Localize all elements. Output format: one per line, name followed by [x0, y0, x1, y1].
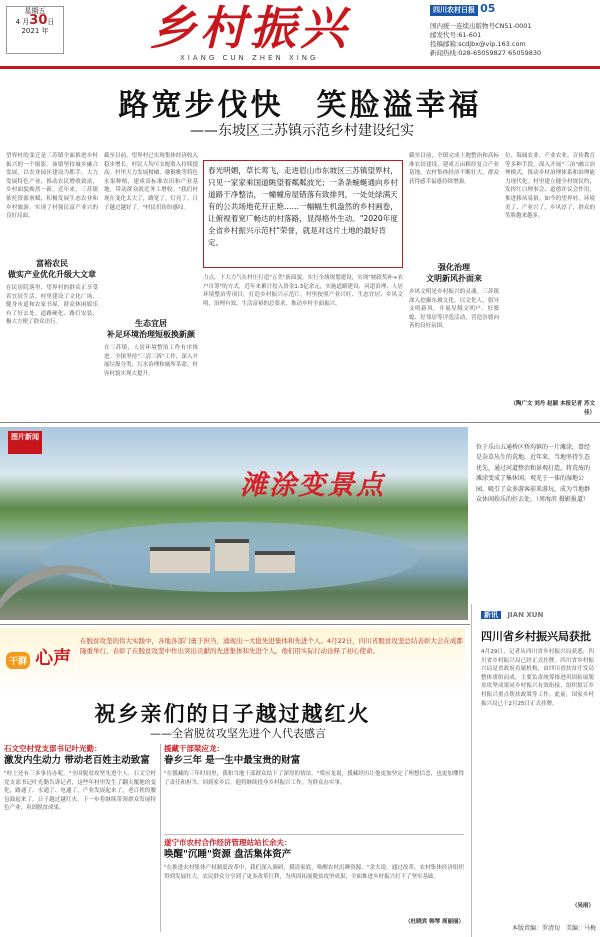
lead-col4b: 乡风文明是乡村振兴的灵魂。三苏镇深入挖掘东坡文化，以文化人，倡导文明新风，开展星级文明户、好婆媳、好邻居等评选活动，营造崇德向善的良好氛围。 — [409, 289, 499, 330]
page-number: 05 — [480, 2, 496, 15]
lead-col1b: 在民居院落里，望界村的群众正享受着宜居生活。村里建设了文化广场、健身步道和农家书屋，群众休闲娱乐有了好去处。道路硬化、路灯安装，极大方便了群众出行。 — [6, 285, 98, 326]
lead-col3: 力点，下大力气在村庄打造"五美"新面貌，实行全域规划建设，实现"财政奖补+农户自筹"的方式，近年来累计投入资金1.3亿余元，实施道路建设、河道治理、人居环境整治等项目，打造乡村振兴示范片。村里按照产业兴旺、生态宜居、乡风文明、治理有效、生活富裕的总要求，推动乡村全面振兴。 — [203, 275, 403, 307]
masthead-rule — [0, 66, 600, 69]
lead-col1-subhead: 富裕农民 做实产业优化升级大文章 — [8, 259, 96, 279]
photo-building — [255, 551, 295, 573]
info-line: 国内统一连续出版物号CN51-0001 — [430, 22, 532, 30]
news2-box2 — [164, 744, 464, 830]
column-divider — [160, 744, 161, 932]
photo-caption: 位于乐山五通桥区桥沟镇的一片滩涂，曾经是杂草丛生的荒地。近年来，当地坚持生态优先，通过河道整治和景观打造，将荒废的滩涂变成了集休闲、观光于一体的湿地公园，吸引了众多游客前来游玩，成为当地群众休闲娱乐的好去处。（周海滨 摄影报道） — [476, 444, 591, 504]
photo-title: 滩涂变景点 — [240, 470, 385, 501]
voice-text: 在脱贫攻坚的伟大实践中，各地各部门勇于担当，涌现出一大批先进集体和先进个人。4月22日，四川省脱贫攻坚总结表彰大会在成都隆重举行，表彰了在脱贫攻坚中作出突出贡献的先进集体和先进个人。他们用实际行动诠释了初心使命。 — [80, 637, 463, 655]
lead-col2: 截至目前，望界村已实现集体经济收入稳步增长，村民人均可支配收入持续提高。村里大力发展柑橘、猕猴桃等特色水果种植，建成高标准农田和产业基地，带动群众就近务工增收。"我们村现在变化太大了，路宽了，灯亮了，日子越过越好了。"村民们纷纷感叹。 — [104, 153, 198, 211]
right-news-byline: （吴雨） — [571, 903, 594, 909]
lead-col2-subhead: 生态宜居 补足环境治理短板换新颜 — [107, 319, 195, 339]
voice-badge-big: 心声 — [35, 648, 72, 669]
news2-box1 — [4, 744, 156, 932]
box3-headline: 唤醒"沉睡"资源 盘活集体资产 — [164, 849, 292, 860]
news2-box3 — [164, 838, 464, 932]
info-line: 投稿邮箱:scdjbx@vip.163.com — [430, 40, 526, 48]
box3-byline: （杜晓宾 韩琴 周丽丽） — [405, 919, 464, 925]
box1-tag: 石文空村党支部书记叶光勤： — [4, 744, 102, 753]
section-divider — [0, 624, 470, 625]
photo-news-label: 图片新闻 — [8, 431, 42, 454]
voice-badge-small: 干群 — [6, 652, 30, 669]
right-news-headline: 四川省乡村振兴局获批 — [481, 630, 591, 643]
date-suffix: 日 — [47, 18, 55, 26]
date-month: 4 月 — [15, 18, 30, 26]
lead-col1: 望界村的变迁是三苏镇全面推进乡村振兴的一个缩影。该镇坚持城乡融合发展，以农业园区建设为抓手，大力发展特色产业，推动农民增收致富，乡村面貌焕然一新。近年来，三苏镇依托资源禀赋，积极发展生态农业和乡村旅游，实现了村强民富产业兴的良好局面。 — [6, 153, 98, 220]
info-line: 邮发代号:61-601 — [430, 31, 482, 39]
box2-text: "在援藏的三年时间里，我和当地干部群众结下了深厚的情谊。"梁应龙说，援藏经历让他更加坚定了理想信念，也更加懂得了责任和担当。回到家乡后，他将继续投身乡村振兴工作，为群众办实事。 — [164, 771, 464, 786]
lead-headline: 路宽步伐快 笑脸溢幸福 — [118, 88, 482, 123]
column-divider — [471, 604, 472, 937]
section-divider — [0, 422, 600, 423]
lead-col2b: 在三苏镇，人居环境整治工作有序推进。全镇坚持"三清三拆"工作，深入开展垃圾分类、污水治理和厕所革命，村容村貌实现大提升。 — [104, 345, 198, 377]
masthead-title: 乡村振兴 — [150, 1, 350, 55]
photo-wetland — [0, 427, 468, 620]
news-tag: 新讯 — [481, 611, 501, 619]
weekday: 星期五 — [24, 7, 46, 15]
news2-subhead: ——全省脱贫攻坚先进个人代表感言 — [150, 727, 326, 740]
lead-col5: 位、海阔农业、产业农业、宣传教育等多种手段，深入开展"三治"融合治理模式，推动乡村治理体系和治理能力现代化。村里建立健全村规民约，发挥红白理事会、道德评议会作用，推进移风易俗。如今的望界村，环境美了、产业兴了、乡风淳了，群众的笑脸越来越多。 — [505, 153, 595, 220]
news-tag-pinyin: JIAN XUN — [507, 611, 544, 619]
header-info — [430, 4, 595, 58]
year: 2021 年 — [21, 27, 49, 35]
box2-headline: 眷乡三年 是一生中最宝贵的财富 — [164, 755, 301, 766]
lead-col4-subhead: 强化治理 文明新风扑面来 — [426, 263, 482, 283]
photo-building — [150, 547, 210, 573]
right-news-text: 4月29日，记者从四川省乡村振兴局获悉，四川省乡村振兴局已经正式挂牌。四川省乡村振兴局是省政府直属机构，由四川省扶贫开发局整体重组而成，主要负责统筹推进巩固拓展脱贫攻坚成果同乡村振兴有效衔接、组织拟订乡村振兴重点帮扶政策等工作。此前，国家乡村振兴局已于2月25日正式挂牌。 — [481, 649, 594, 707]
header-date-box — [6, 6, 64, 54]
lead-intro-box: 春光明媚，草长莺飞，走进眉山市东坡区三苏镇望界村，只见一家家乘国道眺望着粼粼波光；一条条蜿蜒通向乡村道路干净整洁，一幢幢房屋错落有致排列，一处处绿满天有的公共场地花开正艳……一幅幅生机盎然的乡村画卷，让俯视着宽广畅达的村落路，显得格外生动。"2020年度全省乡村振兴示范村"荣誉，就是对这片土地的最好肯定。 — [203, 160, 403, 268]
box3-text: "在推进农村集体产权制度改革中，我们深入调研，摸清家底，唤醒农村沉睡资源。"余夫说，通过改革，农村集体经济组织得到发展壮大，农民群众分享到了更多改革红利，为巩固拓展脱贫攻坚成果、全面推进乡村振兴打下了坚实基础。 — [164, 865, 464, 880]
news2-headline: 祝乡亲们的日子越过越红火 — [94, 701, 371, 726]
box1-text: "村上还有三多事待办呢。"全国脱贫攻坚先进个人、石文空村党支部书记叶光勤告诉记者，这些年村里发生了翻天覆地的变化，路通了、水通了、电通了，产业发展起来了，老百姓的腰包鼓起来了，日子越过越红火。下一步将继续带领群众发展特色产业，巩固脱贫成果。 — [4, 771, 156, 812]
box2-tag: 援藏干部梁应龙： — [164, 744, 224, 753]
info-line: 新闻热线:028-65059827 65059830 — [430, 49, 542, 57]
masthead-pinyin: XIANG CUN ZHEN XING — [180, 54, 319, 62]
lead-byline: （陶广文 刘丹 赵颖 本报记者 苏文佳） — [510, 401, 595, 416]
lead-subhead: ——东坡区三苏镇示范乡村建设纪实 — [190, 123, 414, 139]
date-day: 30 — [29, 13, 48, 28]
box3-tag: 遂宁市农村合作经济管理站站长余夫： — [164, 838, 292, 847]
lead-col4: 截至目前，全镇完成土地整治和高标准农田建设，建成万亩粮经复合产业基地，农村集体经济不断壮大，群众获得感幸福感持续增强。 — [409, 153, 499, 185]
page-footer-editor: 本版责编：罗清旬 美编：马梅 — [511, 925, 596, 932]
section-divider — [164, 834, 464, 835]
voice-badge — [6, 644, 76, 680]
photo-building — [215, 539, 249, 571]
box1-headline: 激发内生动力 带动老百姓主动致富 — [4, 755, 150, 766]
masthead — [150, 2, 410, 62]
right-news-tag — [481, 610, 596, 622]
paper-brand: 四川农村日报 — [430, 5, 478, 16]
